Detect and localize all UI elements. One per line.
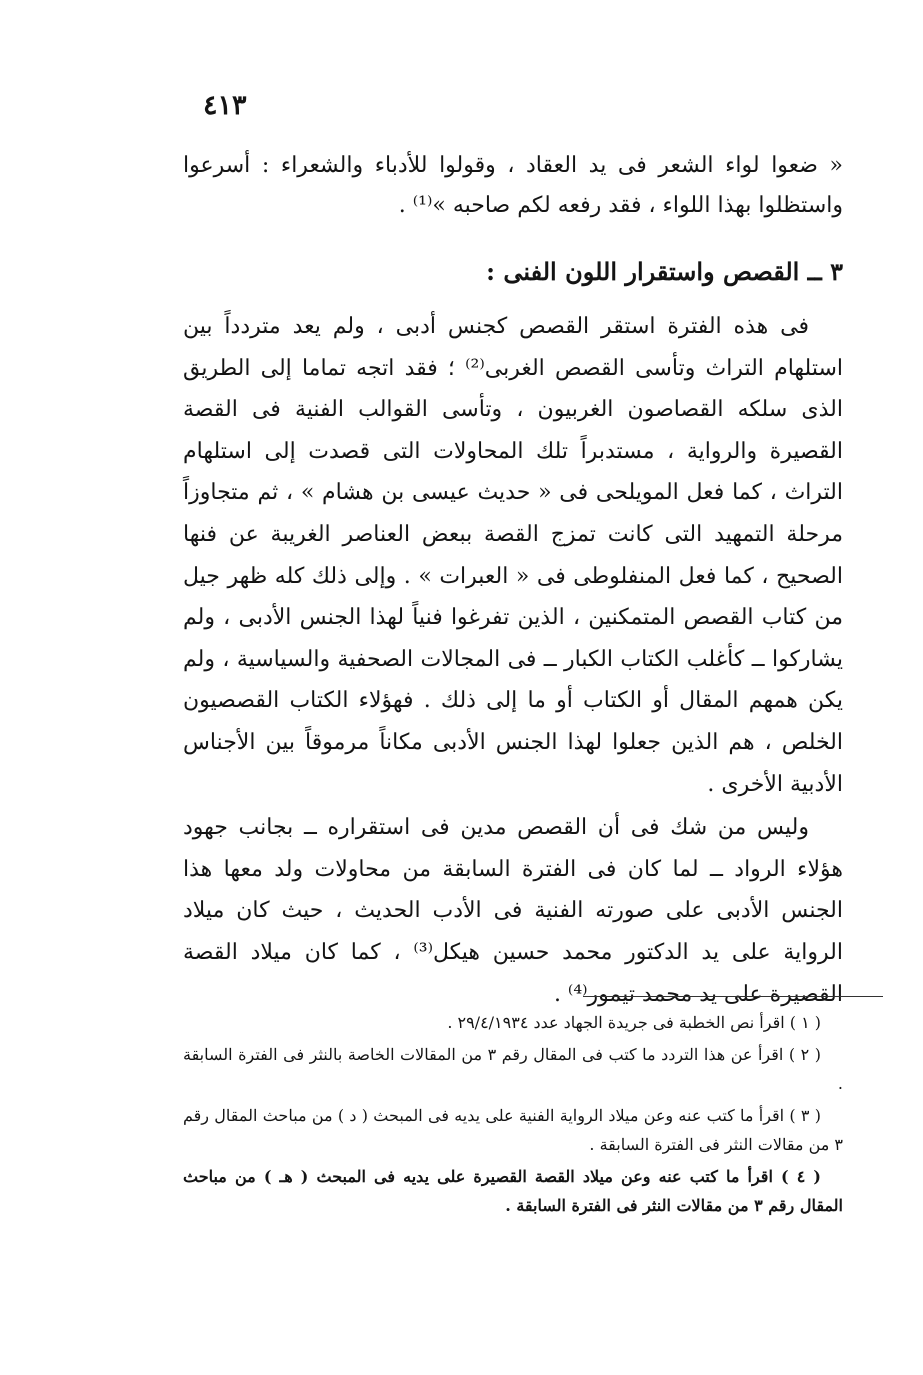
footnote-divider xyxy=(583,996,883,997)
footnote: ( ٣ ) اقرأ ما كتب عنه وعن ميلاد الرواية الفنية على يديه فى المبحث ( د ) من مباحث المقال رقم ٣ من مقالات النثر فى الفترة السابقة . xyxy=(183,1106,843,1154)
body-text xyxy=(183,306,843,1015)
footnotes xyxy=(183,1008,843,1223)
quotation: « ضعوا لواء الشعر فى يد العقاد ، وقولوا للأدباء والشعراء : أسرعوا واستظلوا بهذا اللواء ، فقد رفعه لكم صاحبه »⁽¹⁾ . xyxy=(183,153,843,218)
paragraph: فى هذه الفترة استقر القصص كجنس أدبى ، ولم يعد متردداً بين استلهام التراث وتأسى القصص الغربى⁽²⁾ ؛ فقد اتجه تماما إلى الطريق الذى سلكه القصاصون الغربيون ، وتأسى القوالب الفنية فى القصة القصيرة والرواية ، مستدبراً تلك المحاولات التى قصدت إلى استلهام التراث ، كما فعل المويلحى فى « حديث عيسى بن هشام » ، ثم متجاوزاً مرحلة التمهيد التى كانت تمزج القصة ببعض العناصر الغريبة عن فنها الصحيح ، كما فعل المنفلوطى فى « العبرات » . وإلى ذلك كله ظهر جيل من كتاب القصص المتمكنين ، الذين تفرغوا فنياً لهذا الجنس الأدبى ، ولم يشاركوا ــ كأغلب الكتاب الكبار ــ فى المجالات الصحفية والسياسية ، ولم يكن همهم المقال أو الكتاب أو ما إلى ذلك . فهؤلاء الكتاب القصصيون الخلص ، هم الذين جعلوا لهذا الجنس الأدبى مكاناً مرموقاً بين الأجناس الأدبية الأخرى . xyxy=(183,314,844,797)
page-number: ٤١٣ xyxy=(203,90,247,121)
footnote: ( ٤ ) اقرأ ما كتب عنه وعن ميلاد القصة القصيرة على يديه فى المبحث ( هـ ) من مباحث المقال رقم ٣ من مقالات النثر فى الفترة السابقة . xyxy=(183,1167,843,1215)
footnote: ( ٢ ) اقرأ عن هذا التردد ما كتب فى المقال رقم ٣ من المقالات الخاصة بالنثر فى الفترة السابقة . xyxy=(183,1045,843,1093)
paragraph: وليس من شك فى أن القصص مدين فى استقراره ــ بجانب جهود هؤلاء الرواد ــ لما كان فى الفترة السابقة من محاولات ولد معها هذا الجنس الأدبى على صورته الفنية فى الأدب الحديث ، حيث كان ميلاد الرواية على يد الدكتور محمد حسين هيكل⁽³⁾ ، كما كان ميلاد القصة القصيرة على يد محمد تيمور⁽⁴⁾ . xyxy=(183,815,843,1007)
section-heading: ٣ ــ القصص واستقرار اللون الفنى : xyxy=(486,257,843,286)
footnote: ( ١ ) اقرأ نص الخطبة فى جريدة الجهاد عدد ٢٩/٤/١٩٣٤ . xyxy=(447,1013,821,1032)
